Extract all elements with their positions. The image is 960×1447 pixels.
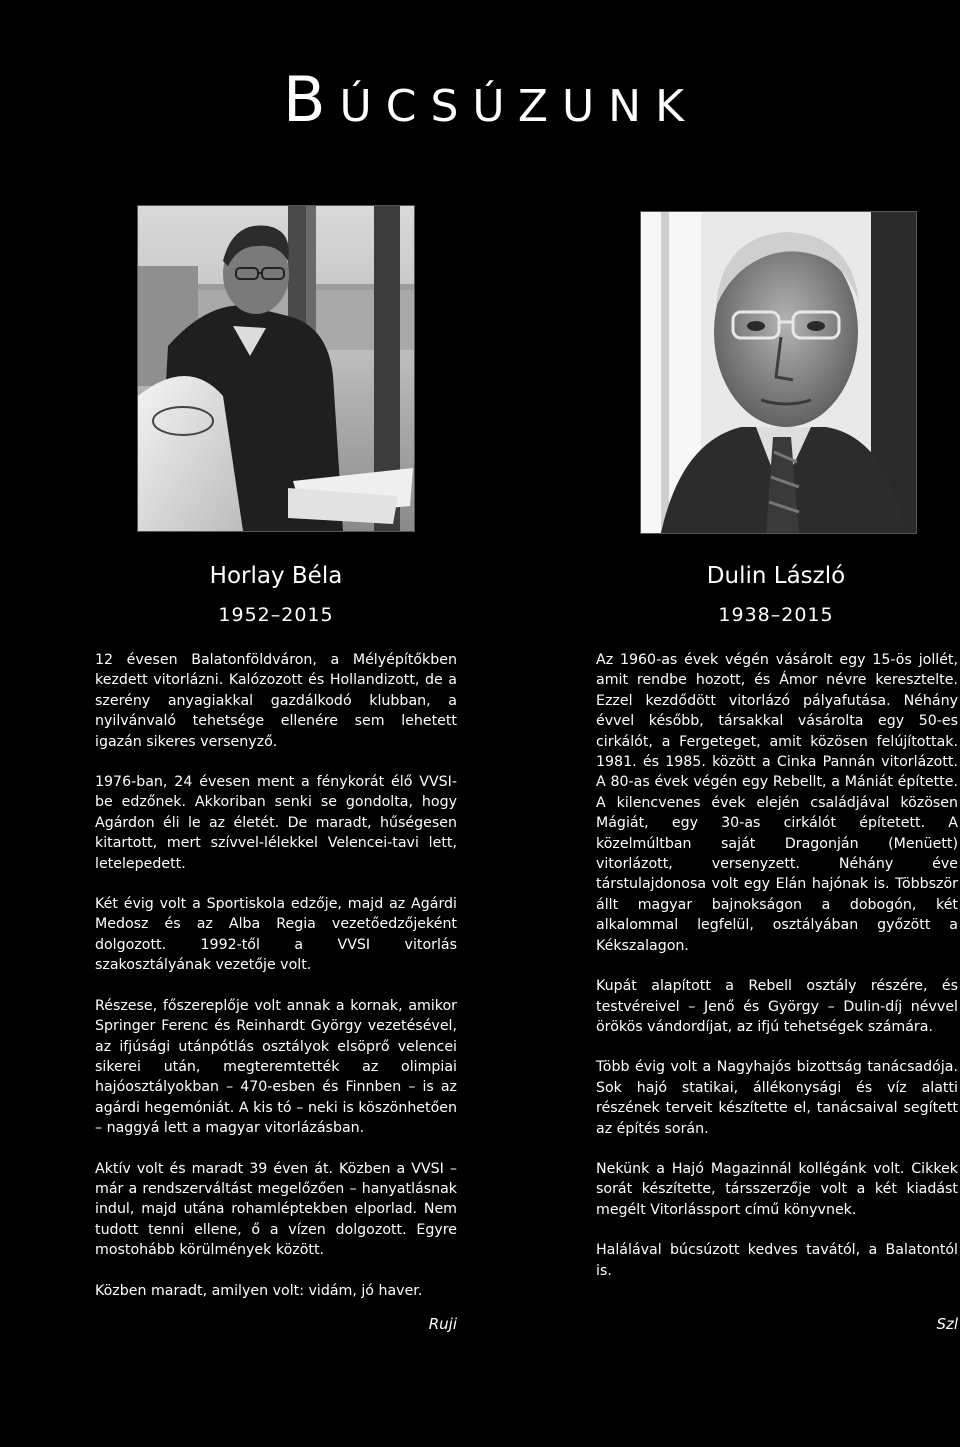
left-paragraph-3: Két évig volt a Sportiskola edzője, majd az Agárdi Medosz és az Alba Regia vezetőedzőjeként dolgozott. 1992-től a VVSI vitorlás szakosztályának vezetője volt.: [95, 896, 457, 974]
right-paragraph-2: Kupát alapított a Rebell osztály részére, és testvéreivel – Jenő és György – Dulin-díj névvel örökös vándordíjat, az ifjú tehetségek számára.: [596, 978, 958, 1035]
left-portrait-photo: [137, 205, 415, 532]
left-paragraph-5: Aktív volt és maradt 39 éven át. Közben a VVSI – már a rendszerváltást megelőzően – hanyatlásnak indul, majd utána rohamléptekben elporlad. Nem tudott tenni ellene, ő a vízen dolgozott. Egyre mostohább körülmények között.: [95, 1160, 457, 1259]
right-person-years: 1938–2015: [718, 604, 834, 626]
left-portrait-image: [138, 206, 414, 531]
left-person-name: Horlay Béla: [209, 563, 343, 589]
left-paragraph-2: 1976-ban, 24 évesen ment a fénykorát élő VVSI-be edzőnek. Akkoriban senki se gondolta, hogy Agárdon éli le az életét. De maradt, hűségesen kitartott, mert szívvel-lélekkel Velencei-tavi lett, letelepedett.: [95, 774, 457, 872]
title-rest: ÚCSÚZUNK: [339, 81, 698, 132]
right-paragraph-1: Az 1960-as évek végén vásárolt egy 15-ös jollét, amit rendbe hozott, és Ámor névre keresztelte. Ezzel kezdődött vitorlázó pályafutása. Néhány évvel később, társakkal vásárolta egy 50-es cirkálót, a Fergeteget, amit közösen felújítottak. 1981. és 1985. között a Cinka Pannán vitorlázott. A 80-as évek végén egy Rebellt, a Mániát építette. A kilencvenes évek elején családjával közösen Mágiát, egy 30-as cirkálót építetett. A közelmúltban saját Dragonján (Menüett) vitorlázott, versenyzett. Néhány éve társtulajdonosa volt egy Elán hajónak is. Többször állt magyar bajnokságon a dobogón, két alkalommal legfelül, osztályában győzött a Kékszalagon.: [596, 652, 958, 954]
left-paragraph-4: Részese, főszereplője volt annak a kornak, amikor Springer Ferenc és Reinhardt György vezetésével, az ifjúsági utánpótlás osztályok elsöprő velencei sikerei után, megteremtették az olimpiai hajóosztályokban – 470-esben és Finnben – is az agárdi hegemóniát. A kis tó – neki is köszönhetően – naggyá lett a magyar vitorlázásban.: [95, 997, 457, 1137]
left-person-years: 1952–2015: [218, 604, 334, 626]
left-paragraph-1: 12 évesen Balatonföldváron, a Mélyépítőkben kezdett vitorlázni. Kalózozott és Hollandizott, de a szerény anyagiakkal gazdálkodó klubban, a nyilvánvaló tehetsége ellenére sem lehetett igazán sikeres versenyző.: [95, 652, 457, 750]
left-author-signature: Ruji: [428, 1315, 457, 1333]
left-paragraph-6: Közben maradt, amilyen volt: vidám, jó haver.: [95, 1282, 423, 1299]
title-first-letter: B: [283, 63, 340, 136]
right-obituary-text: [596, 650, 958, 1301]
right-paragraph-5: Halálával búcsúzott kedves tavától, a Balatontól is.: [596, 1242, 958, 1279]
page-title: [283, 58, 698, 149]
right-person-name: Dulin László: [706, 563, 846, 589]
right-paragraph-3: Több évig volt a Nagyhajós bizottság tanácsadója. Sok hajó statikai, állékonysági és víz alatti részének terveit készítette el, tanácsaival segített az építés során.: [596, 1059, 958, 1137]
left-obituary-text: [95, 650, 457, 1321]
right-paragraph-4: Nekünk a Hajó Magazinnál kollégánk volt. Cikkek sorát készítette, társszerzője volt a két kiadást megélt Vitorlássport című könyvnek.: [596, 1160, 958, 1218]
right-portrait-image: [641, 212, 916, 533]
right-author-signature: Szl: [936, 1315, 958, 1333]
right-portrait-photo: [640, 211, 917, 534]
